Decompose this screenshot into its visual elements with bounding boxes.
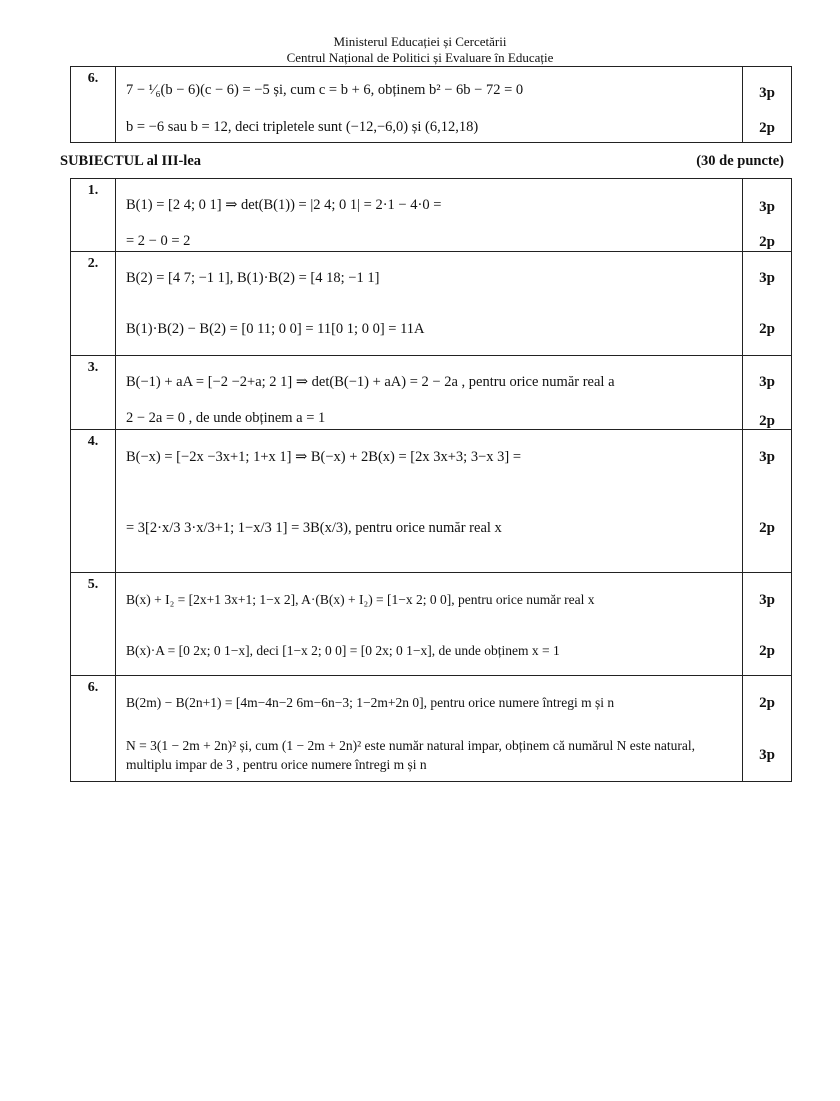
- solution-line: B(2) = [4 7; −1 1], B(1)·B(2) = [4 18; −1 1]: [126, 269, 380, 286]
- item-number: 4.: [71, 430, 116, 573]
- points-value: 3p: [759, 592, 775, 608]
- points-value: 3p: [759, 270, 775, 286]
- prev-item-table: [70, 66, 792, 143]
- solution-line: B(x) + I₂ = [2x+1 3x+1; 1−x 2], A·(B(x) + I₂) = [1−x 2; 0 0], pentru orice număr real x: [126, 592, 595, 607]
- points-column: [743, 252, 792, 356]
- solution-line: = 3[2·x/3 3·x/3+1; 1−x/3 1] = 3B(x/3), pentru orice număr real x: [126, 519, 502, 536]
- points-value: 2p: [759, 120, 775, 136]
- item-number: 5.: [71, 573, 116, 676]
- item-content: [116, 179, 743, 252]
- points-value: 2p: [759, 234, 775, 250]
- item-content: [116, 430, 743, 573]
- points-column: [743, 179, 792, 252]
- points-column: [743, 573, 792, 676]
- solution-line: [116, 67, 742, 113]
- points-value: 2p: [759, 695, 775, 711]
- section-points: (30 de puncte): [696, 153, 784, 169]
- item-number: 6.: [71, 67, 116, 143]
- table-row: [71, 356, 792, 430]
- ministry-name: Ministerul Educației și Cercetării: [333, 34, 507, 49]
- points-value: 3p: [759, 199, 775, 215]
- section-title: SUBIECTUL al III-lea: [60, 153, 202, 169]
- solution-line: B(−1) + aA = [−2 −2+a; 2 1] ⇒ det(B(−1) + aA) = 2 − 2a , pentru orice număr real a: [126, 373, 615, 390]
- center-name: Centrul Național de Politici și Evaluare în Educație: [286, 50, 554, 65]
- solutions-table: [70, 178, 792, 782]
- solution-line: B(−x) = [−2x −3x+1; 1+x 1] ⇒ B(−x) + 2B(x) = [2x 3x+3; 3−x 3] =: [126, 448, 522, 465]
- solution-text: b = −6 sau b = 12, deci tripletele sunt (−12,−6,0) și (6,12,18): [126, 118, 479, 135]
- points-value: 2p: [759, 520, 775, 536]
- points-value: 2p: [759, 643, 775, 659]
- points-column: [743, 430, 792, 573]
- solution-line: B(2m) − B(2n+1) = [4m−4n−2 6m−6n−3; 1−2m+2n 0], pentru orice numere întregi m și n: [126, 695, 615, 710]
- item-number: 3.: [71, 356, 116, 430]
- table-row: [71, 179, 792, 252]
- points-column: [743, 67, 792, 143]
- points-value: 2p: [759, 321, 775, 337]
- item-number: 6.: [71, 676, 116, 782]
- table-row: [71, 676, 792, 782]
- item-content: [116, 356, 743, 430]
- solution-line: N = 3(1 − 2m + 2n)² și, cum (1 − 2m + 2n)² este număr natural impar, obținem că numărul N este natural, multiplu impar de 3 , pentru orice numere întregi m și n: [126, 738, 695, 772]
- solution-line: B(1)·B(2) − B(2) = [0 11; 0 0] = 11[0 1; 0 0] = 11A: [126, 321, 425, 337]
- table-row: [71, 252, 792, 356]
- points-value: 3p: [759, 85, 775, 101]
- table-row: [71, 573, 792, 676]
- item-content: [116, 676, 743, 782]
- points-column: [743, 356, 792, 430]
- points-value: 2p: [759, 413, 775, 429]
- solution-line: [116, 113, 742, 141]
- points-value: 3p: [759, 449, 775, 465]
- item-content: [116, 67, 743, 143]
- points-value: 3p: [759, 747, 775, 763]
- solution-line: = 2 − 0 = 2: [126, 232, 191, 249]
- points-value: 3p: [759, 374, 775, 390]
- solution-text: 7 − ¹⁄₆(b − 6)(c − 6) = −5 și, cum c = b + 6, obținem b² − 6b − 72 = 0: [126, 81, 524, 98]
- item-number: 2.: [71, 252, 116, 356]
- item-number: 1.: [71, 179, 116, 252]
- solution-line: B(x)·A = [0 2x; 0 1−x], deci [1−x 2; 0 0] = [0 2x; 0 1−x], de unde obținem x = 1: [126, 643, 560, 658]
- item-content: [116, 252, 743, 356]
- solution-line: 2 − 2a = 0 , de unde obținem a = 1: [126, 410, 326, 426]
- solution-line: B(1) = [2 4; 0 1] ⇒ det(B(1)) = |2 4; 0 1| = 2·1 − 4·0 =: [126, 196, 442, 213]
- points-column: [743, 676, 792, 782]
- table-row: [71, 430, 792, 573]
- item-content: [116, 573, 743, 676]
- document-header: [0, 34, 840, 66]
